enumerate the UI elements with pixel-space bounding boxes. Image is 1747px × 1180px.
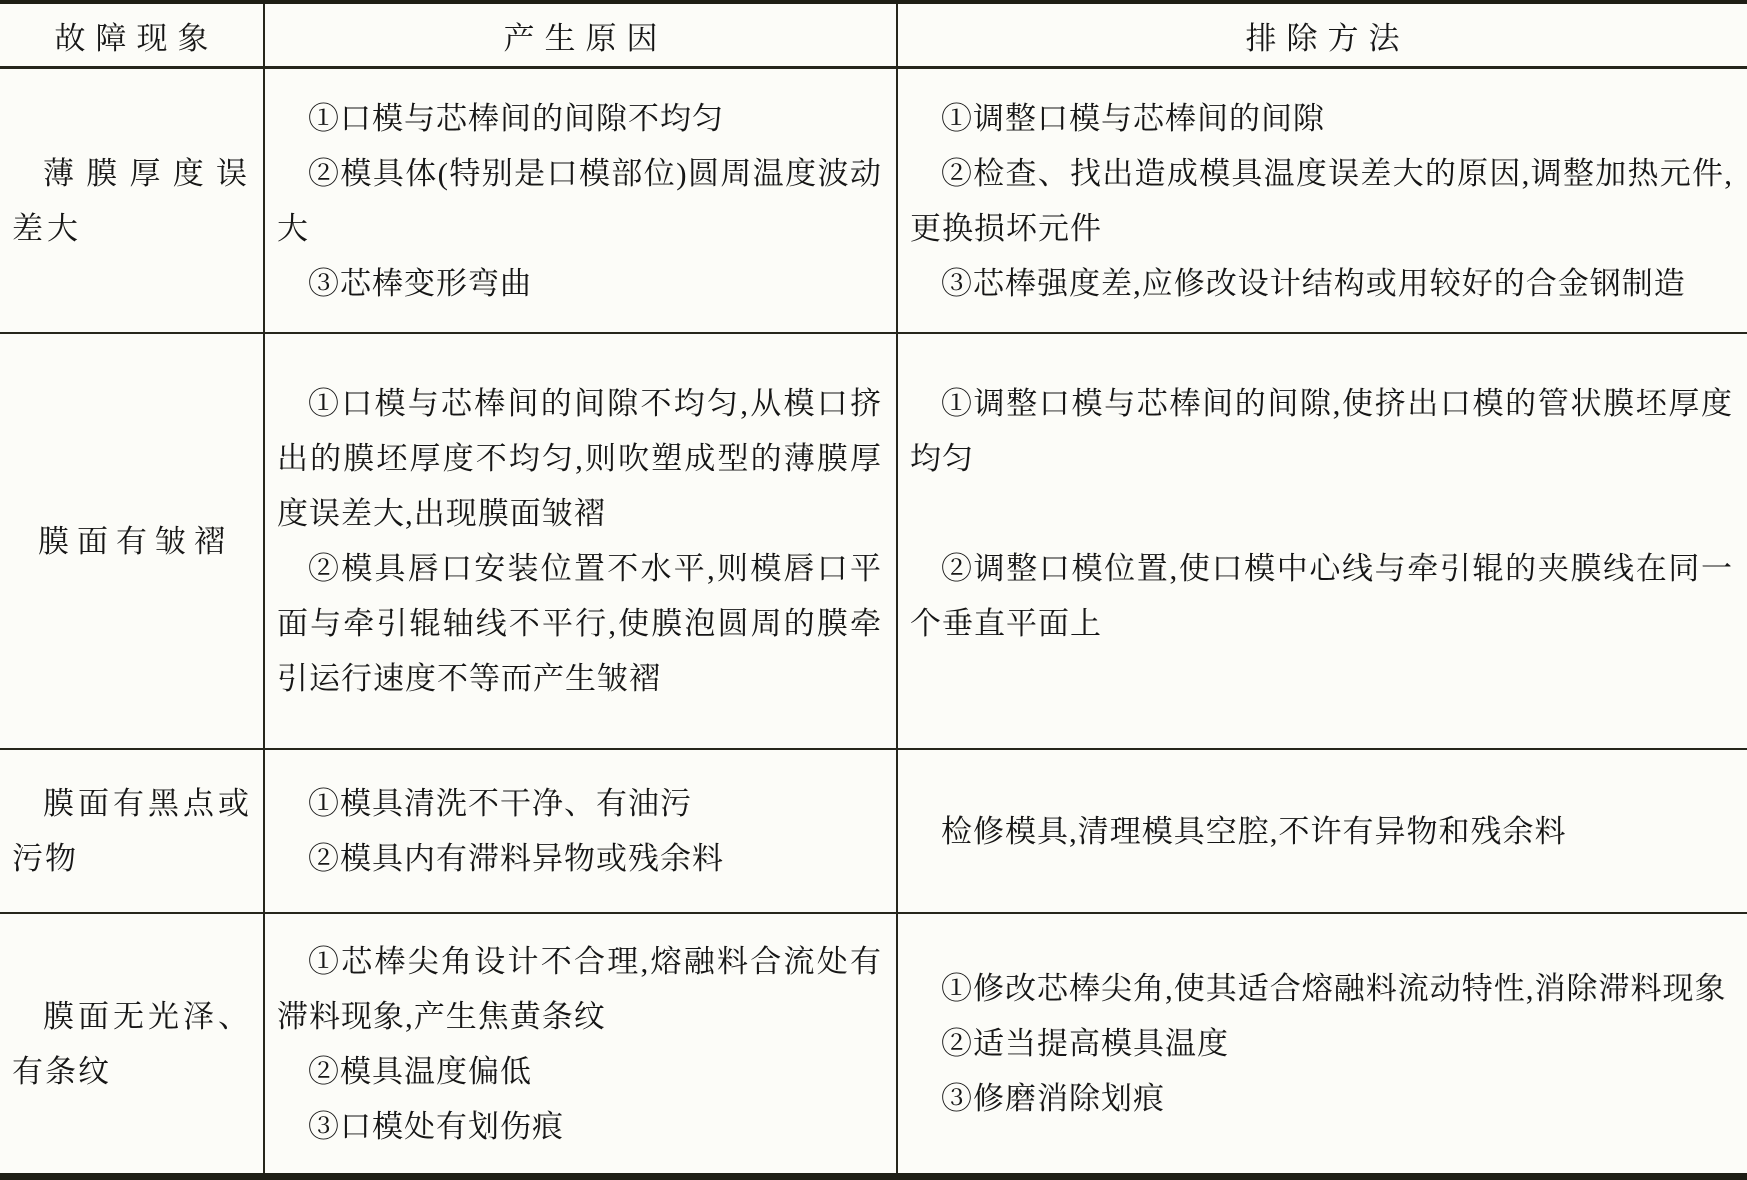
- fault-cell-row1: [0, 66, 263, 332]
- cause-item: ②模具内有滞料异物或残余料: [308, 841, 724, 876]
- remedy-cell-row3: [896, 748, 1747, 912]
- remedy-cell-row1: [896, 66, 1747, 332]
- fault-cell-row4: [0, 912, 263, 1173]
- remedy-item: ②适当提高模具温度: [941, 1026, 1229, 1061]
- remedy-item: ③芯棒强度差,应修改设计结构或用较好的合金钢制造: [941, 265, 1686, 301]
- column-header-fault: [0, 4, 263, 66]
- cause-item: ②模具温度偏低: [308, 1053, 532, 1089]
- cause-cell-row4: [263, 912, 896, 1173]
- remedy-item: ①修改芯棒尖角,使其适合熔融料流动特性,消除滞料现象: [941, 971, 1727, 1006]
- remedy-item: ③修磨消除划痕: [941, 1081, 1165, 1116]
- remedy-item: ①调整口模与芯棒间的间隙: [941, 100, 1325, 136]
- remedy-item: 检修模具,清理模具空腔,不许有异物和残余料: [941, 813, 1567, 849]
- column-header-fault-label: 故障现象: [54, 20, 219, 56]
- cause-item: ①芯棒尖角设计不合理,熔融料合流处有滞料现象,产生焦黄条纹: [277, 943, 882, 1034]
- cause-cell-row3: [263, 748, 896, 912]
- fault-name: 膜面无光泽、有条纹: [12, 998, 251, 1089]
- remedy-item: ②调整口模位置,使口模中心线与牵引辊的夹膜线在同一个垂直平面上: [910, 551, 1733, 641]
- fault-cell-row3: [0, 748, 263, 912]
- cause-item: ③芯棒变形弯曲: [308, 265, 532, 301]
- cause-cell-row1: [263, 66, 896, 332]
- cause-item: ②模具唇口安装位置不水平,则模唇口平面与牵引辊轴线不平行,使膜泡圆周的膜牵引运行速度不等而产生皱褶: [277, 551, 882, 696]
- fault-cell-row2: [0, 332, 263, 748]
- cause-item: ②模具体(特别是口模部位)圆周温度波动大: [277, 155, 882, 246]
- cause-item: ①口模与芯棒间的间隙不均匀: [308, 100, 724, 136]
- column-header-remedy: [896, 4, 1747, 66]
- remedy-cell-row4: [896, 912, 1747, 1173]
- fault-name: 薄膜厚度误差大: [12, 155, 251, 246]
- fault-name: 膜面有皱褶: [38, 523, 233, 559]
- cause-item: ①模具清洗不干净、有油污: [308, 786, 692, 821]
- column-header-cause: [263, 4, 896, 66]
- cause-cell-row2: [263, 332, 896, 748]
- cause-item: ③口模处有划伤痕: [308, 1108, 564, 1144]
- fault-name: 膜面有黑点或污物: [12, 786, 251, 876]
- column-header-remedy-label: 排除方法: [1245, 20, 1410, 56]
- remedy-cell-row2: [896, 332, 1747, 748]
- cause-item: ①口模与芯棒间的间隙不均匀,从模口挤出的膜坯厚度不均匀,则吹塑成型的薄膜厚度误差大,出现膜面皱褶: [277, 386, 882, 531]
- column-header-cause-label: 产生原因: [503, 20, 668, 56]
- remedy-item: ②检查、找出造成模具温度误差大的原因,调整加热元件,更换损坏元件: [910, 155, 1733, 246]
- remedy-item: ①调整口模与芯棒间的间隙,使挤出口模的管状膜坯厚度均匀: [910, 386, 1733, 476]
